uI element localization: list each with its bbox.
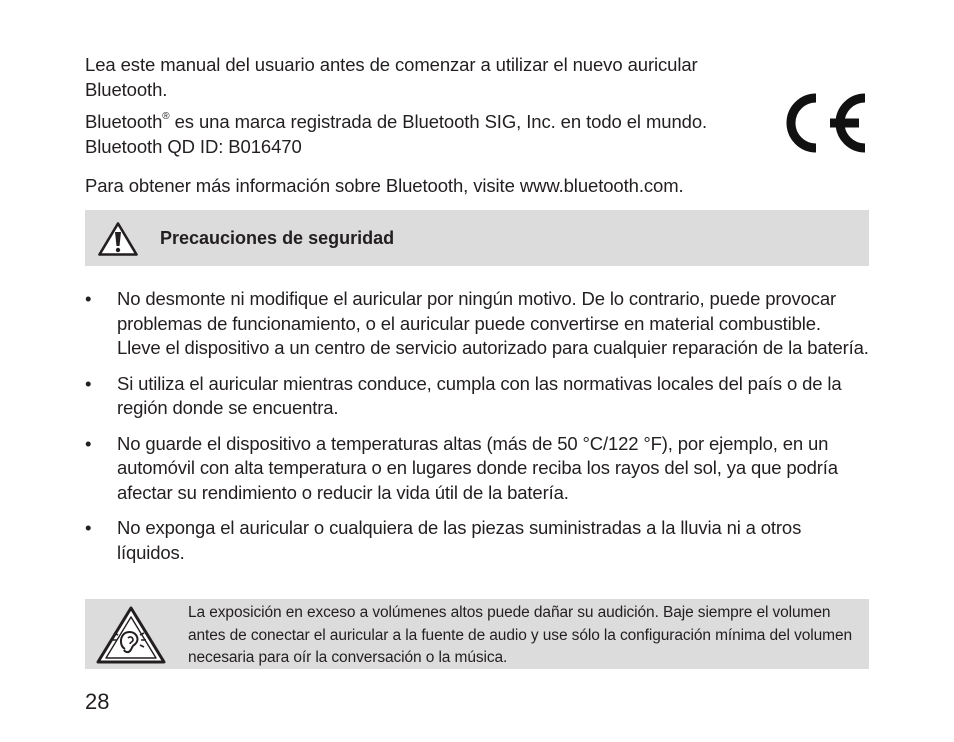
hearing-damage-warning-icon [95, 605, 167, 665]
bullet-marker: • [85, 432, 92, 454]
list-item [85, 372, 869, 421]
list-item-text: No guarde el dispositivo a temperaturas altas (más de 50 °C/122 °F), por ejemplo, en un automóvil con alta temperatura o en lugares donde reciba los rayos del sol, ya que podría afectar su rendimiento o reducir la vida útil de la batería. [117, 432, 838, 503]
safety-precautions-header [85, 210, 869, 266]
section-title: Precauciones de seguridad [160, 228, 395, 248]
bullet-marker: • [85, 517, 92, 538]
intro-section [85, 52, 725, 198]
ce-mark-icon [778, 88, 870, 158]
bullet-marker: • [85, 288, 92, 309]
caution-triangle-icon [97, 221, 139, 257]
intro-paragraph: Lea este manual del usuario antes de comenzar a utilizar el nuevo auricular Bluetooth. [85, 54, 698, 100]
registered-mark: ® [162, 111, 170, 122]
list-item-text: No desmonte ni modifique el auricular por ningún motivo. De lo contrario, puede provocar problemas de funcionamiento, o el auricular puede convertirse en material combustible. Lleve el dispositivo a un centro de servicio autorizado para cualquier reparación de la batería. [117, 288, 869, 358]
bullet-marker: • [85, 372, 92, 394]
precautions-list [85, 287, 869, 565]
hearing-warning-text: La exposición en exceso a volúmenes altos puede dañar su audición. Baje siempre el volumen antes de conectar el auricular a la fuente de audio y use sólo la configuración mínima del volumen necesaria para oír la conversación o la música. [188, 604, 852, 666]
list-item [85, 287, 869, 361]
list-item [85, 516, 869, 565]
list-item-text: No exponga el auricular o cualquiera de las piezas suministradas a la lluvia ni a otros líquidos. [117, 517, 802, 563]
hearing-warning-box [85, 599, 869, 669]
trademark-text: es una marca registrada de Bluetooth SIG, Inc. en todo el mundo. Bluetooth QD ID: B016470 [85, 111, 708, 157]
list-item [85, 432, 869, 506]
page-number: 28 [85, 689, 110, 714]
trademark-paragraph [85, 109, 725, 159]
trademark-name: Bluetooth [85, 111, 163, 132]
bluetooth-info-paragraph: Para obtener más información sobre Bluetooth, visite www.bluetooth.com. [85, 175, 684, 196]
list-item-text: Si utiliza el auricular mientras conduce, cumpla con las normativas locales del país o de la región donde se encuentra. [117, 372, 842, 418]
